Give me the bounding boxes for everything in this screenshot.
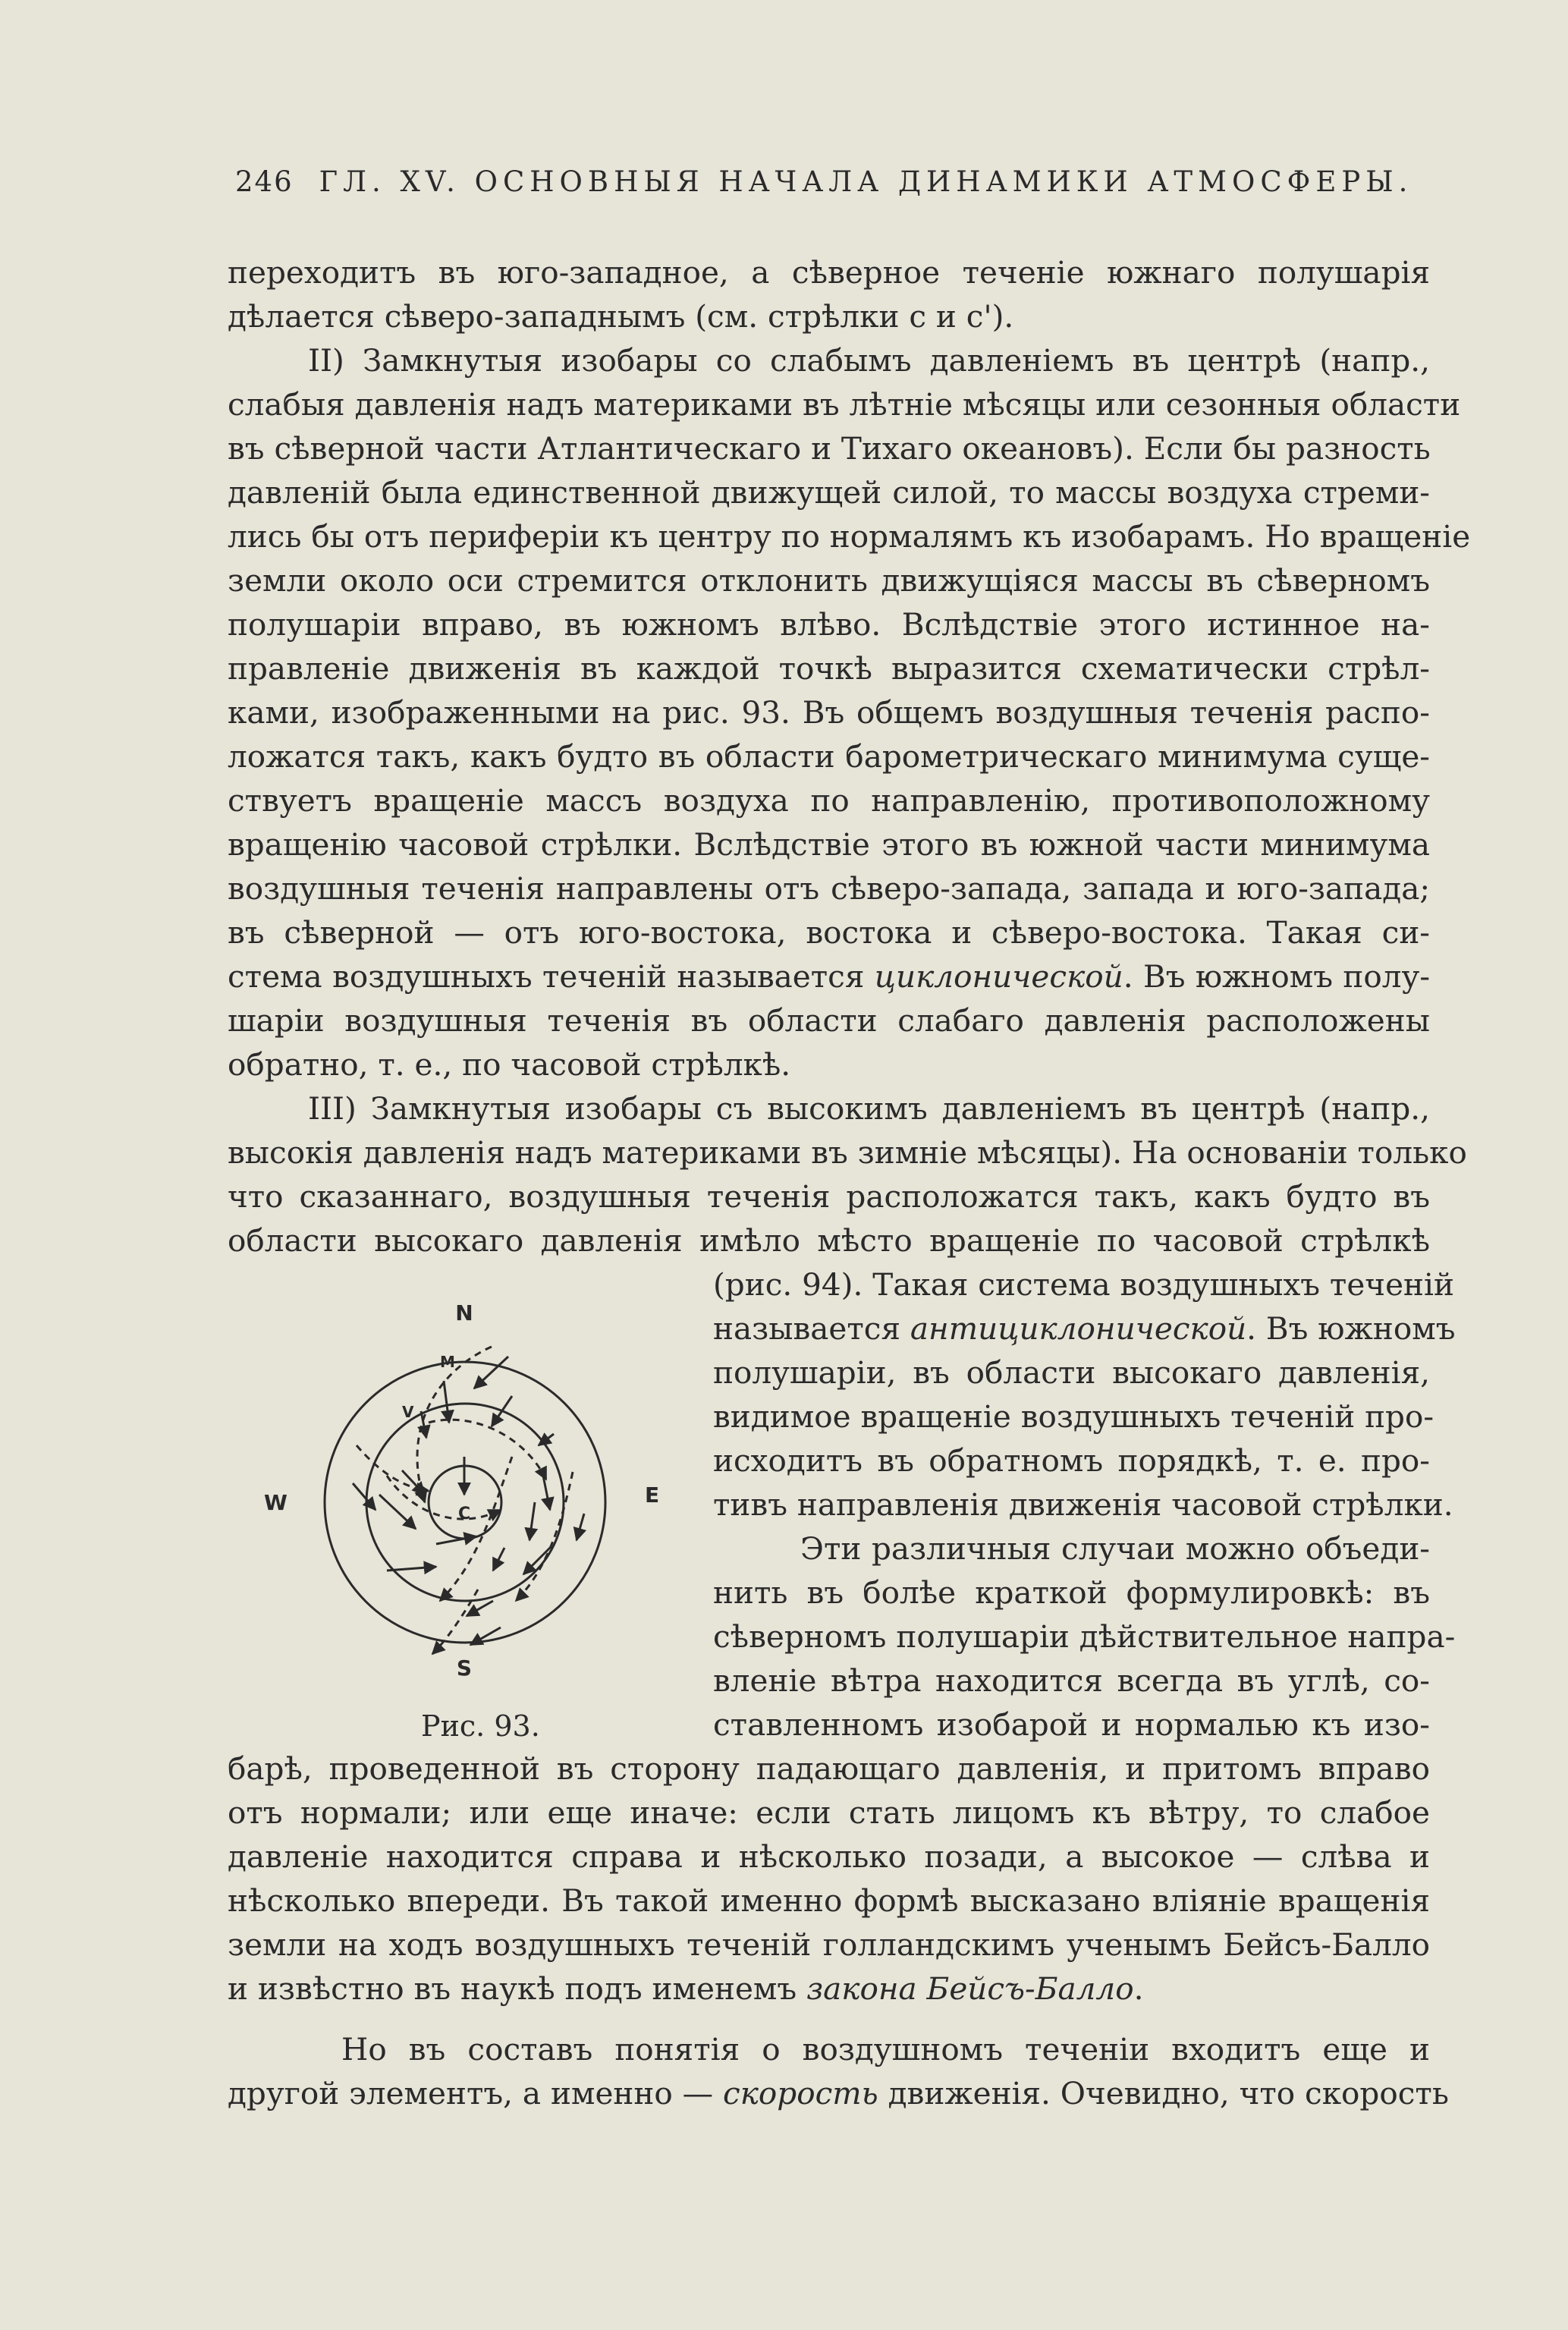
term-speed: скорость xyxy=(723,2075,878,2111)
text-line: ками, изображенными на рис. 93. Въ общемъ воздушныя теченія распо- xyxy=(228,694,1430,731)
text-line: II) Замкнутыя изобары со слабымъ давленіемъ въ центрѣ (напр., xyxy=(308,342,1430,379)
running-header xyxy=(235,165,1413,198)
text-line: полушаріи вправо, въ южномъ влѣво. Вслѣдствіе этого истинное на- xyxy=(228,606,1430,643)
text-line: обратно, т. е., по часовой стрѣлкѣ. xyxy=(228,1046,791,1083)
text-line xyxy=(228,1967,1430,2011)
text-span: называется xyxy=(713,1310,910,1347)
text-line: тивъ направленія движенія часовой стрѣлки. xyxy=(713,1486,1453,1523)
text-line: высокія давленія надъ материками въ зимніе мѣсяцы). На основаніи только xyxy=(228,1134,1467,1171)
compass-north-label: N xyxy=(455,1300,473,1325)
text-line: области высокаго давленія имѣло мѣсто вращеніе по часовой стрѣлкѣ xyxy=(228,1222,1430,1259)
text-line: вленіе вѣтра находится всегда въ углѣ, со- xyxy=(713,1662,1430,1699)
text-line: ставленномъ изобарой и нормалью къ изо- xyxy=(713,1706,1430,1743)
text-line xyxy=(228,2071,1449,2115)
dashed-flow-lines xyxy=(357,1347,573,1654)
text-line: (рис. 94). Такая система воздушныхъ теченій xyxy=(713,1266,1454,1303)
text-line: сѣверномъ полушаріи дѣйствительное напра- xyxy=(713,1618,1456,1655)
text-span: . xyxy=(1133,1970,1144,2007)
text-line: нить въ болѣе краткой формулировкѣ: въ xyxy=(713,1574,1430,1611)
text-line: видимое вращеніе воздушныхъ теченій про- xyxy=(713,1398,1434,1435)
compass-south-label: S xyxy=(456,1656,473,1677)
text-line: ствуетъ вращеніе массъ воздуха по направленію, противоположному xyxy=(228,782,1430,819)
text-line: ложатся такъ, какъ будто въ области барометрическаго минимума суще- xyxy=(228,738,1430,775)
text-line: земли на ходъ воздушныхъ теченій голландскимъ ученымъ Бейсъ-Балло xyxy=(228,1926,1430,1963)
term-cyclonic: циклонической xyxy=(874,958,1123,995)
text-line xyxy=(228,954,1430,998)
text-span: другой элементъ, а именно — xyxy=(228,2075,724,2111)
text-span: стема воздушныхъ теченій называется xyxy=(228,958,875,995)
text-line: отъ нормали; или еще иначе: если стать лицомъ къ вѣтру, то слабое xyxy=(228,1794,1430,1831)
term-buys-ballot-law: закона Бейсъ-Балло xyxy=(806,1970,1134,2007)
text-line: слабыя давленія надъ материками въ лѣтніе мѣсяцы или сезонныя области xyxy=(228,386,1461,423)
center-c-label: C xyxy=(458,1505,471,1523)
compass-west-label: W xyxy=(264,1490,288,1515)
point-v-label: V xyxy=(402,1403,414,1421)
text-line: вращенію часовой стрѣлки. Вслѣдствіе этого въ южной части минимума xyxy=(228,826,1430,863)
compass-east-label: E xyxy=(645,1483,660,1508)
term-anticyclonic: антициклонической xyxy=(910,1310,1247,1347)
text-line: воздушныя теченія направлены отъ сѣверо-запада, запада и юго-запада; xyxy=(228,870,1430,907)
point-m-label: M xyxy=(440,1353,455,1371)
text-line: дѣлается сѣверо-западнымъ (см. стрѣлки c и c'). xyxy=(228,298,1014,335)
text-line: шаріи воздушныя теченія въ области слабаго давленія расположены xyxy=(228,1002,1430,1039)
text-line: исходитъ въ обратномъ порядкѣ, т. е. про- xyxy=(713,1442,1430,1479)
page-number: 246 xyxy=(235,165,294,198)
text-line xyxy=(713,1306,1456,1351)
text-span: движенія. Очевидно, что скорость xyxy=(878,2075,1449,2111)
text-span: . Въ южномъ xyxy=(1246,1310,1456,1347)
text-line: правленіе движенія въ каждой точкѣ выразится схематически стрѣл- xyxy=(228,650,1430,687)
text-span: . Въ южномъ полу- xyxy=(1123,958,1431,995)
text-line: что сказаннаго, воздушныя теченія расположатся такъ, какъ будто въ xyxy=(228,1178,1430,1215)
figure-caption: Рис. 93. xyxy=(421,1709,540,1743)
text-line: барѣ, проведенной въ сторону падающаго давленія, и притомъ вправо xyxy=(228,1750,1430,1787)
text-line: въ сѣверной части Атлантическаго и Тихаго океановъ). Если бы разность xyxy=(228,430,1431,467)
running-title: ГЛ. XV. ОСНОВНЫЯ НАЧАЛА ДИНАМИКИ АТМОСФЕРЫ. xyxy=(319,165,1413,198)
text-line: Эти различныя случаи можно объеди- xyxy=(800,1530,1430,1567)
text-line: давленій была единственной движущей силой, то массы воздуха стреми- xyxy=(228,474,1430,511)
text-line: полушаріи, въ области высокаго давленія, xyxy=(713,1354,1430,1391)
text-span: и извѣстно въ наукѣ подъ именемъ xyxy=(228,1970,807,2007)
text-line: лись бы отъ периферіи къ центру по нормалямъ къ изобарамъ. Но вращеніе xyxy=(228,518,1471,555)
text-line: земли около оси стремится отклонить движущіяся массы въ сѣверномъ xyxy=(228,562,1430,599)
text-line: въ сѣверной — отъ юго-востока, востока и сѣверо-востока. Такая си- xyxy=(228,914,1430,951)
figure-93-diagram xyxy=(250,1282,675,1677)
text-line: переходитъ въ юго-западное, а сѣверное теченіе южнаго полушарія xyxy=(228,254,1430,291)
text-line: III) Замкнутыя изобары съ высокимъ давленіемъ въ центрѣ (напр., xyxy=(308,1090,1430,1127)
text-line: Но въ составъ понятія о воздушномъ теченіи входитъ еще и xyxy=(341,2031,1430,2067)
text-line: нѣсколько впереди. Въ такой именно формѣ высказано вліяніе вращенія xyxy=(228,1882,1430,1919)
text-line: давленіе находится справа и нѣсколько позади, а высокое — слѣва и xyxy=(228,1838,1430,1875)
